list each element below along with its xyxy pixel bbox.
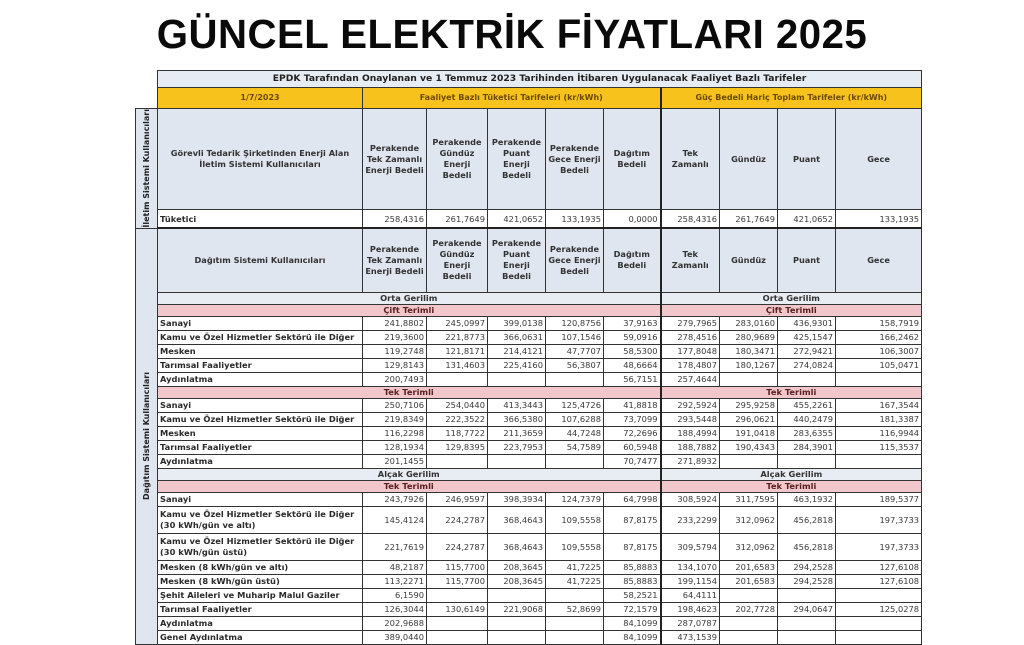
cell: 221,8773 (427, 330, 488, 344)
cell: 116,2298 (363, 426, 427, 440)
cell: 54,7589 (546, 440, 604, 454)
column-header: Gece (836, 109, 922, 210)
cell: 280,9689 (720, 330, 778, 344)
cell: 106,3007 (836, 344, 922, 358)
cell: 85,8883 (604, 560, 661, 574)
cell: 219,8349 (363, 412, 427, 426)
cell: 261,7649 (427, 210, 488, 228)
cell: 271,8932 (661, 454, 720, 468)
cell: 368,4643 (488, 533, 546, 560)
column-header: Perakende Tek Zamanlı Enerji Bedeli (363, 228, 427, 292)
tariff-table-container (135, 70, 921, 643)
subsection-tek-terimli (136, 386, 922, 398)
cell (778, 630, 836, 644)
cell (546, 588, 604, 602)
table-title: EPDK Tarafından Onaylanan ve 1 Temmuz 2023 Tarihinden İtibaren Uygulanacak Faaliyet Bazlı Tarifeler (158, 71, 922, 88)
cell: 225,4160 (488, 358, 546, 372)
row-label: Aydınlatma (158, 454, 363, 468)
cell: 293,5448 (661, 412, 720, 426)
row-label: Aydınlatma (158, 372, 363, 386)
row-label: Tüketici (158, 210, 363, 228)
table-row (136, 316, 922, 330)
table-row (136, 344, 922, 358)
cell: 436,9301 (778, 316, 836, 330)
cell: 116,9944 (836, 426, 922, 440)
cell: 177,8048 (661, 344, 720, 358)
cell: 73,7099 (604, 412, 661, 426)
cell (546, 454, 604, 468)
cell (427, 616, 488, 630)
cell: 133,1935 (836, 210, 922, 228)
column-header: Perakende Gündüz Enerji Bedeli (427, 228, 488, 292)
cell: 295,9258 (720, 398, 778, 412)
cell: 463,1932 (778, 492, 836, 506)
cell: 398,3934 (488, 492, 546, 506)
cell: 64,4111 (661, 588, 720, 602)
cell: 107,1546 (546, 330, 604, 344)
cell (778, 372, 836, 386)
cell: 455,2261 (778, 398, 836, 412)
cell: 127,6108 (836, 560, 922, 574)
cell: 109,5558 (546, 506, 604, 533)
row-label: Sanayi (158, 316, 363, 330)
cell: 129,8143 (363, 358, 427, 372)
cell: 312,0962 (720, 533, 778, 560)
cell: 118,7722 (427, 426, 488, 440)
column-header: Tek Zamanlı (661, 228, 720, 292)
iletim-header-label: Görevli Tedarik Şirketinden Enerji Alan İletim Sistemi Kullanıcıları (158, 109, 363, 210)
cell (488, 588, 546, 602)
cell: 199,1154 (661, 574, 720, 588)
row-label: Sanayi (158, 398, 363, 412)
cell: 201,1455 (363, 454, 427, 468)
table-row (136, 358, 922, 372)
table-row (136, 412, 922, 426)
table-row (136, 372, 922, 386)
row-label: Mesken (158, 344, 363, 358)
cell: 250,7106 (363, 398, 427, 412)
cell (778, 588, 836, 602)
cell: 113,2271 (363, 574, 427, 588)
cell: 272,9421 (778, 344, 836, 358)
cell: 243,7926 (363, 492, 427, 506)
cell: 109,5558 (546, 533, 604, 560)
column-header: Perakende Puant Enerji Bedeli (488, 228, 546, 292)
cell: 284,3901 (778, 440, 836, 454)
cell: 44,7248 (546, 426, 604, 440)
table-row-tuketici (136, 210, 922, 228)
column-header: Perakende Gece Enerji Bedeli (546, 228, 604, 292)
cell: 70,7477 (604, 454, 661, 468)
table-row (136, 506, 922, 533)
table-row (136, 574, 922, 588)
cell: 366,0631 (488, 330, 546, 344)
column-header: Dağıtım Bedeli (604, 109, 661, 210)
cell: 37,9163 (604, 316, 661, 330)
cell: 58,2521 (604, 588, 661, 602)
cell: 274,0824 (778, 358, 836, 372)
row-label: Tarımsal Faaliyetler (158, 358, 363, 372)
cell: 125,0278 (836, 602, 922, 616)
cell: 107,6288 (546, 412, 604, 426)
cell: 84,1099 (604, 630, 661, 644)
cell: 167,3544 (836, 398, 922, 412)
cell: 233,2299 (661, 506, 720, 533)
row-label: Kamu ve Özel Hizmetler Sektörü ile Diğer (158, 330, 363, 344)
cell (778, 454, 836, 468)
cell: 246,9597 (427, 492, 488, 506)
cell: 121,8171 (427, 344, 488, 358)
section-orta-gerilim-right: Orta Gerilim (661, 292, 922, 304)
cell: 41,7225 (546, 560, 604, 574)
cell (836, 454, 922, 468)
column-header: Tek Zamanlı (661, 109, 720, 210)
tariff-table (135, 70, 922, 645)
cell: 311,7595 (720, 492, 778, 506)
subsection-cift-terimli-right: Çift Terimli (661, 304, 922, 316)
cell: 198,4623 (661, 602, 720, 616)
cell: 85,8883 (604, 574, 661, 588)
table-row (136, 398, 922, 412)
cell: 126,3044 (363, 602, 427, 616)
cell: 258,4316 (363, 210, 427, 228)
cell: 261,7649 (720, 210, 778, 228)
column-header: Puant (778, 109, 836, 210)
cell: 181,3387 (836, 412, 922, 426)
group-header-consumer-tariffs: Faaliyet Bazlı Tüketici Tarifeleri (kr/kWh) (363, 88, 661, 109)
cell: 189,5377 (836, 492, 922, 506)
table-row (136, 440, 922, 454)
cell: 87,8175 (604, 533, 661, 560)
cell (720, 630, 778, 644)
cell: 0,0000 (604, 210, 661, 228)
cell: 221,9068 (488, 602, 546, 616)
cell: 202,9688 (363, 616, 427, 630)
cell: 211,3659 (488, 426, 546, 440)
cell: 399,0138 (488, 316, 546, 330)
cell (427, 588, 488, 602)
cell: 87,8175 (604, 506, 661, 533)
side-label-iletim: İletim Sistemi Kullanıcıları (136, 109, 158, 229)
cell (488, 630, 546, 644)
cell: 72,1579 (604, 602, 661, 616)
cell: 115,7700 (427, 574, 488, 588)
cell: 131,4603 (427, 358, 488, 372)
page-title: GÜNCEL ELEKTRİK FİYATLARI 2025 (156, 11, 868, 57)
cell: 41,8818 (604, 398, 661, 412)
cell: 292,5924 (661, 398, 720, 412)
cell: 413,3443 (488, 398, 546, 412)
cell: 389,0440 (363, 630, 427, 644)
row-label: Tarımsal Faaliyetler (158, 602, 363, 616)
cell: 56,3807 (546, 358, 604, 372)
cell: 278,4516 (661, 330, 720, 344)
cell: 134,1070 (661, 560, 720, 574)
cell: 241,8802 (363, 316, 427, 330)
cell: 214,4121 (488, 344, 546, 358)
cell: 279,7965 (661, 316, 720, 330)
cell: 254,0440 (427, 398, 488, 412)
cell: 188,7882 (661, 440, 720, 454)
section-orta-gerilim-left: Orta Gerilim (158, 292, 661, 304)
cell: 129,8395 (427, 440, 488, 454)
table-row (136, 426, 922, 440)
cell: 245,0997 (427, 316, 488, 330)
cell: 48,6664 (604, 358, 661, 372)
cell: 294,0647 (778, 602, 836, 616)
cell: 425,1547 (778, 330, 836, 344)
cell (546, 372, 604, 386)
side-label-dagitim: Dağıtım Sistemi Kullanıcıları (136, 228, 158, 644)
cell: 312,0962 (720, 506, 778, 533)
cell: 287,0787 (661, 616, 720, 630)
cell: 440,2479 (778, 412, 836, 426)
cell: 127,6108 (836, 574, 922, 588)
row-label: Sanayi (158, 492, 363, 506)
cell: 421,0652 (778, 210, 836, 228)
cell: 145,4124 (363, 506, 427, 533)
cell: 115,7700 (427, 560, 488, 574)
cell: 124,7379 (546, 492, 604, 506)
cell (488, 454, 546, 468)
cell: 120,8756 (546, 316, 604, 330)
cell: 197,3733 (836, 533, 922, 560)
cell: 222,3522 (427, 412, 488, 426)
cell: 119,2748 (363, 344, 427, 358)
cell: 366,5380 (488, 412, 546, 426)
column-header: Puant (778, 228, 836, 292)
cell: 257,4644 (661, 372, 720, 386)
subsection-cift-terimli-left: Çift Terimli (158, 304, 661, 316)
table-row (136, 533, 922, 560)
cell (488, 616, 546, 630)
section-alcak-gerilim-right: Alçak Gerilim (661, 468, 922, 480)
column-header: Perakende Gece Enerji Bedeli (546, 109, 604, 210)
date-header: 1/7/2023 (158, 88, 363, 109)
table-row (136, 630, 922, 644)
cell: 48,2187 (363, 560, 427, 574)
cell (836, 616, 922, 630)
cell: 197,3733 (836, 506, 922, 533)
cell (836, 588, 922, 602)
column-header: Gündüz (720, 109, 778, 210)
column-header: Perakende Puant Enerji Bedeli (488, 109, 546, 210)
subsection-tek-terimli-right: Tek Terimli (661, 480, 922, 492)
cell: 128,1934 (363, 440, 427, 454)
cell (427, 630, 488, 644)
table-row (136, 454, 922, 468)
cell: 200,7493 (363, 372, 427, 386)
cell: 223,7953 (488, 440, 546, 454)
cell: 456,2818 (778, 506, 836, 533)
table-row (136, 588, 922, 602)
cell: 105,0471 (836, 358, 922, 372)
cell: 221,7619 (363, 533, 427, 560)
row-label: Mesken (8 kWh/gün üstü) (158, 574, 363, 588)
cell: 6,1590 (363, 588, 427, 602)
cell: 258,4316 (661, 210, 720, 228)
table-row (136, 616, 922, 630)
row-label: Kamu ve Özel Hizmetler Sektörü ile Diğer (30 kWh/gün ve altı) (158, 506, 363, 533)
cell: 158,7919 (836, 316, 922, 330)
row-label: Genel Aydınlatma (158, 630, 363, 644)
row-label: Mesken (158, 426, 363, 440)
table-row (136, 560, 922, 574)
cell (427, 454, 488, 468)
cell: 130,6149 (427, 602, 488, 616)
cell (720, 588, 778, 602)
cell: 208,3645 (488, 560, 546, 574)
cell: 224,2787 (427, 506, 488, 533)
subsection-tek-terimli-right: Tek Terimli (661, 386, 922, 398)
row-label: Aydınlatma (158, 616, 363, 630)
cell: 59,0916 (604, 330, 661, 344)
subsection-tek-terimli (136, 480, 922, 492)
section-orta-gerilim (136, 292, 922, 304)
cell: 188,4994 (661, 426, 720, 440)
subsection-tek-terimli-left: Tek Terimli (158, 480, 661, 492)
cell: 294,2528 (778, 560, 836, 574)
cell (778, 616, 836, 630)
cell: 473,1539 (661, 630, 720, 644)
subsection-cift-terimli (136, 304, 922, 316)
cell (546, 630, 604, 644)
subsection-tek-terimli-left: Tek Terimli (158, 386, 661, 398)
cell (488, 372, 546, 386)
cell: 421,0652 (488, 210, 546, 228)
row-label: Şehit Aileleri ve Muharip Malul Gaziler (158, 588, 363, 602)
cell: 84,1099 (604, 616, 661, 630)
cell (836, 372, 922, 386)
table-row (136, 602, 922, 616)
table-row (136, 492, 922, 506)
cell (720, 616, 778, 630)
cell: 178,4807 (661, 358, 720, 372)
cell: 180,3471 (720, 344, 778, 358)
cell: 47,7707 (546, 344, 604, 358)
cell: 56,7151 (604, 372, 661, 386)
cell: 191,0418 (720, 426, 778, 440)
table-row (136, 330, 922, 344)
cell: 294,2528 (778, 574, 836, 588)
cell: 125,4726 (546, 398, 604, 412)
cell: 368,4643 (488, 506, 546, 533)
cell: 456,2818 (778, 533, 836, 560)
group-header-total-tariffs: Güç Bedeli Hariç Toplam Tarifeler (kr/kWh) (661, 88, 922, 109)
column-header: Gece (836, 228, 922, 292)
cell: 52,8699 (546, 602, 604, 616)
column-header: Dağıtım Bedeli (604, 228, 661, 292)
cell: 201,6583 (720, 574, 778, 588)
cell (427, 372, 488, 386)
row-label: Tarımsal Faaliyetler (158, 440, 363, 454)
cell: 72,2696 (604, 426, 661, 440)
cell (546, 616, 604, 630)
cell: 41,7225 (546, 574, 604, 588)
cell: 115,3537 (836, 440, 922, 454)
section-alcak-gerilim (136, 468, 922, 480)
column-header: Perakende Tek Zamanlı Enerji Bedeli (363, 109, 427, 210)
row-label: Kamu ve Özel Hizmetler Sektörü ile Diğer (158, 412, 363, 426)
cell (720, 372, 778, 386)
cell: 190,4343 (720, 440, 778, 454)
cell: 202,7728 (720, 602, 778, 616)
cell: 58,5300 (604, 344, 661, 358)
cell: 219,3600 (363, 330, 427, 344)
cell: 133,1935 (546, 210, 604, 228)
cell (836, 630, 922, 644)
cell: 224,2787 (427, 533, 488, 560)
column-header: Gündüz (720, 228, 778, 292)
dagitim-header-label: Dağıtım Sistemi Kullanıcıları (158, 228, 363, 292)
cell: 64,7998 (604, 492, 661, 506)
cell: 309,5794 (661, 533, 720, 560)
row-label: Kamu ve Özel Hizmetler Sektörü ile Diğer (30 kWh/gün üstü) (158, 533, 363, 560)
column-header: Perakende Gündüz Enerji Bedeli (427, 109, 488, 210)
cell: 296,0621 (720, 412, 778, 426)
cell: 208,3645 (488, 574, 546, 588)
section-alcak-gerilim-left: Alçak Gerilim (158, 468, 661, 480)
cell (720, 454, 778, 468)
cell: 283,6355 (778, 426, 836, 440)
cell: 166,2462 (836, 330, 922, 344)
cell: 308,5924 (661, 492, 720, 506)
cell: 180,1267 (720, 358, 778, 372)
row-label: Mesken (8 kWh/gün ve altı) (158, 560, 363, 574)
cell: 60,5948 (604, 440, 661, 454)
cell: 201,6583 (720, 560, 778, 574)
cell: 283,0160 (720, 316, 778, 330)
